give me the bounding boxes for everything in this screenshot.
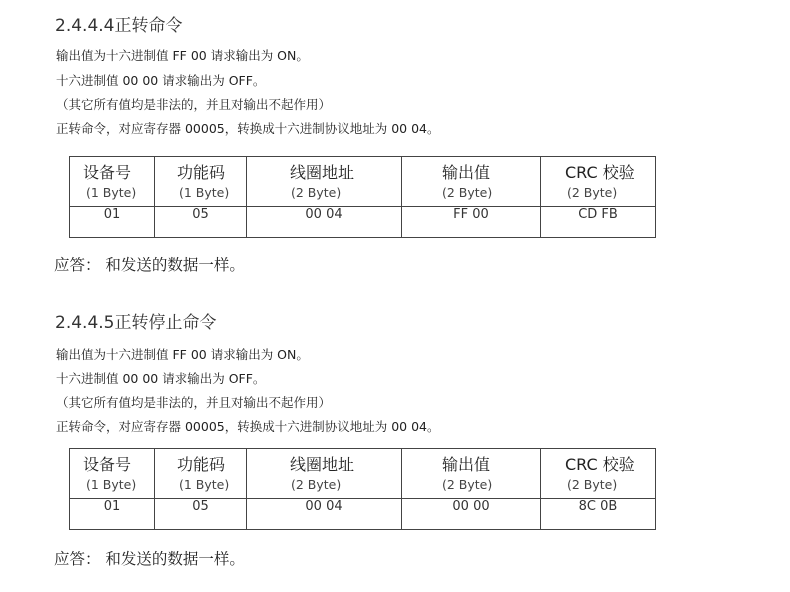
- header-function-code: [155, 449, 247, 499]
- table-row: [70, 207, 656, 238]
- header-size: (1 Byte): [86, 477, 137, 492]
- value-device-id: 01: [70, 207, 155, 238]
- description-line: （其它所有值均是非法的，并且对输出不起作用）: [56, 395, 332, 410]
- header-name: CRC 校验: [565, 163, 635, 182]
- header-size: (2 Byte): [291, 477, 342, 492]
- description-line: 十六进制值 00 00 请求输出为 OFF。: [56, 371, 266, 386]
- table-header-row: [70, 449, 656, 499]
- header-name: 线圈地址: [290, 163, 355, 182]
- value-output-value: FF 00: [402, 207, 541, 238]
- header-output-value: [402, 449, 541, 499]
- description-line: （其它所有值均是非法的，并且对输出不起作用）: [56, 97, 332, 112]
- header-name: 功能码: [177, 163, 226, 182]
- header-name: 输出值: [442, 163, 491, 182]
- value-coil-address: 00 04: [247, 207, 402, 238]
- header-size: (2 Byte): [442, 477, 493, 492]
- header-size: (2 Byte): [567, 185, 618, 200]
- header-crc: [541, 449, 656, 499]
- value-crc: CD FB: [541, 207, 656, 238]
- header-crc: [541, 157, 656, 207]
- header-coil-address: [247, 157, 402, 207]
- value-coil-address: 00 04: [247, 499, 402, 530]
- description-line: 正转命令，对应寄存器 00005，转换成十六进制协议地址为 00 04。: [56, 121, 440, 136]
- header-device-id: [70, 449, 155, 499]
- header-coil-address: [247, 449, 402, 499]
- header-name: 设备号: [83, 163, 132, 182]
- header-size: (1 Byte): [179, 185, 230, 200]
- description-line: 输出值为十六进制值 FF 00 请求输出为 ON。: [56, 48, 309, 63]
- header-device-id: [70, 157, 155, 207]
- section-title: 2.4.4.5正转停止命令: [55, 313, 217, 333]
- value-function-code: 05: [155, 207, 247, 238]
- answer-text: 应答： 和发送的数据一样。: [54, 550, 245, 568]
- value-output-value: 00 00: [402, 499, 541, 530]
- header-name: 功能码: [177, 455, 226, 474]
- description-line: 输出值为十六进制值 FF 00 请求输出为 ON。: [56, 347, 309, 362]
- header-output-value: [402, 157, 541, 207]
- value-crc: 8C 0B: [541, 499, 656, 530]
- table-row: [70, 499, 656, 530]
- table-header-row: [70, 157, 656, 207]
- description-line: 正转命令，对应寄存器 00005，转换成十六进制协议地址为 00 04。: [56, 419, 440, 434]
- header-size: (2 Byte): [567, 477, 618, 492]
- header-name: CRC 校验: [565, 455, 635, 474]
- header-size: (1 Byte): [86, 185, 137, 200]
- header-name: 输出值: [442, 455, 491, 474]
- description-line: 十六进制值 00 00 请求输出为 OFF。: [56, 73, 266, 88]
- value-device-id: 01: [70, 499, 155, 530]
- header-size: (2 Byte): [291, 185, 342, 200]
- header-name: 线圈地址: [290, 455, 355, 474]
- header-size: (2 Byte): [442, 185, 493, 200]
- section-title: 2.4.4.4正转命令: [55, 16, 183, 36]
- header-name: 设备号: [83, 455, 132, 474]
- register-table: [69, 156, 656, 238]
- header-size: (1 Byte): [179, 477, 230, 492]
- register-table: [69, 448, 656, 530]
- answer-text: 应答： 和发送的数据一样。: [54, 256, 245, 274]
- header-function-code: [155, 157, 247, 207]
- value-function-code: 05: [155, 499, 247, 530]
